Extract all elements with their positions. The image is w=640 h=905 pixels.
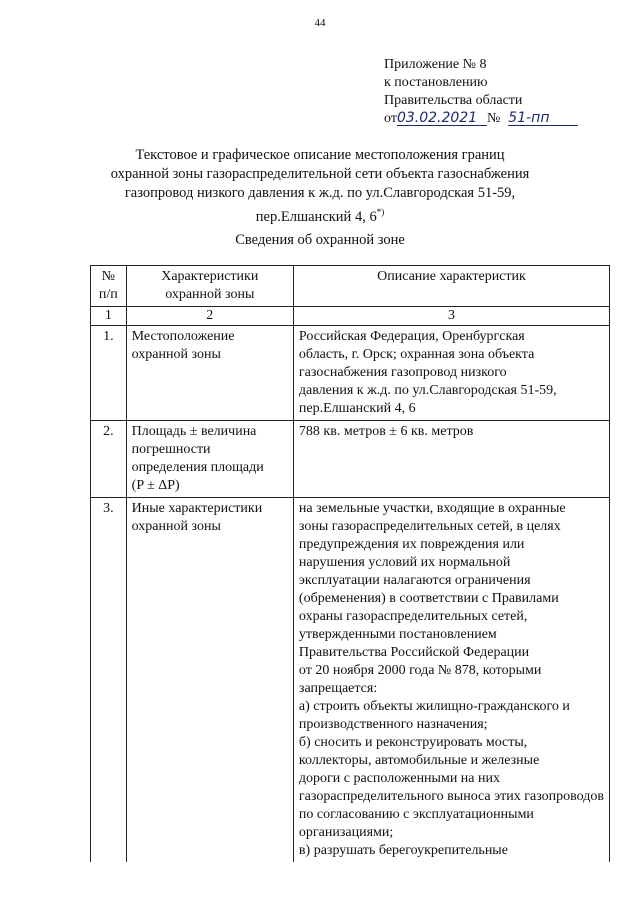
row-number: 3. [91, 498, 127, 863]
text-line: Правительства Российской Федерации [298, 645, 530, 660]
text-line: на земельные участки, входящие в охранные [298, 501, 566, 516]
text-line: б) сносить и реконструировать мосты, [298, 735, 528, 750]
appendix-block [384, 56, 578, 128]
from-prefix: от [384, 111, 397, 126]
column-number: 3 [293, 307, 609, 326]
text-line: охранной зоны [131, 347, 221, 362]
text-line: по согласованию с эксплуатационными [298, 807, 534, 822]
row-number: 2. [91, 421, 127, 498]
title-line: пер.Елшанский 4, 6*) [255, 207, 385, 225]
text-line: дороги с расположенными на них [298, 771, 501, 786]
title-line: газопровод низкого давления к ж.д. по ул.Славгородская 51-59, [124, 185, 516, 201]
appendix-line: Правительства области [384, 93, 523, 108]
handwritten-number: 51-пп [508, 111, 578, 126]
zone-info-table [90, 265, 610, 862]
text-line: производственного назначения; [298, 717, 488, 732]
text-line: (P ± ΔP) [131, 478, 180, 493]
text-line: Местоположение [131, 329, 235, 344]
title-line: охранной зоны газораспределительной сети объекта газоснабжения [110, 166, 530, 182]
text-line: область, г. Орск; охранная зона объекта [298, 347, 535, 362]
text-line: пер.Елшанский 4, 6 [298, 401, 416, 416]
appendix-date-line [384, 110, 578, 128]
row-description [293, 421, 609, 498]
text-line: а) строить объекты жилищно-гражданского и [298, 699, 570, 714]
section-subtitle: Сведения об охранной зоне [235, 232, 405, 248]
text-line: коллекторы, автомобильные и железные [298, 753, 540, 768]
text-line: погрешности [131, 442, 211, 457]
column-number: 2 [126, 307, 293, 326]
table-row [91, 498, 610, 863]
row-characteristic [126, 421, 293, 498]
text-line: эксплуатации налагаются ограничения [298, 573, 531, 588]
header-number: № п/п [91, 266, 127, 307]
row-characteristic [126, 498, 293, 863]
text-line: Иные характеристики [131, 501, 263, 516]
column-number-row [91, 307, 610, 326]
text-line: (обременения) в соответствии с Правилами [298, 591, 559, 606]
text-line: предупреждения их повреждения или [298, 537, 525, 552]
text-line: Российская Федерация, Оренбургская [298, 329, 525, 344]
text-line: от 20 ноября 2000 года № 878, которыми [298, 663, 542, 678]
page-number: 44 [314, 17, 326, 29]
text-line: охраны газораспределительных сетей, [298, 609, 528, 624]
footnote-mark: *) [376, 207, 385, 217]
text-line: в) разрушать берегоукрепительные [298, 843, 508, 858]
text-line: газоснабжения газопровод низкого [298, 365, 507, 380]
text-line: зоны газораспределительных сетей, в целях [298, 519, 561, 534]
table-header-row [91, 266, 610, 307]
text-line: нарушения условий их нормальной [298, 555, 511, 570]
text-line: охранной зоны [131, 519, 221, 534]
header-description: Описание характеристик [293, 266, 609, 307]
table-row [91, 421, 610, 498]
appendix-line: к постановлению [384, 75, 488, 90]
text-line: утвержденными постановлением [298, 627, 497, 642]
row-characteristic [126, 326, 293, 421]
table-row [91, 326, 610, 421]
text-line: газораспределительного выноса этих газопроводов [298, 789, 604, 804]
title-line: Текстовое и графическое описание местоположения границ [135, 147, 505, 163]
number-prefix: № [486, 111, 501, 126]
text-line: запрещается: [298, 681, 378, 696]
text-line: определения площади [131, 460, 264, 475]
text-line: 788 кв. метров ± 6 кв. метров [298, 424, 474, 439]
handwritten-date: 03.02.2021 [397, 111, 487, 126]
document-title [60, 146, 580, 227]
appendix-line: Приложение № 8 [384, 57, 487, 72]
column-number: 1 [91, 307, 127, 326]
text-line: Площадь ± величина [131, 424, 257, 439]
row-description [293, 326, 609, 421]
row-number: 1. [91, 326, 127, 421]
row-description [293, 498, 609, 863]
text-line: организациями; [298, 825, 394, 840]
header-characteristics: Характеристики охранной зоны [126, 266, 293, 307]
text-line: давления к ж.д. по ул.Славгородская 51-59, [298, 383, 557, 398]
